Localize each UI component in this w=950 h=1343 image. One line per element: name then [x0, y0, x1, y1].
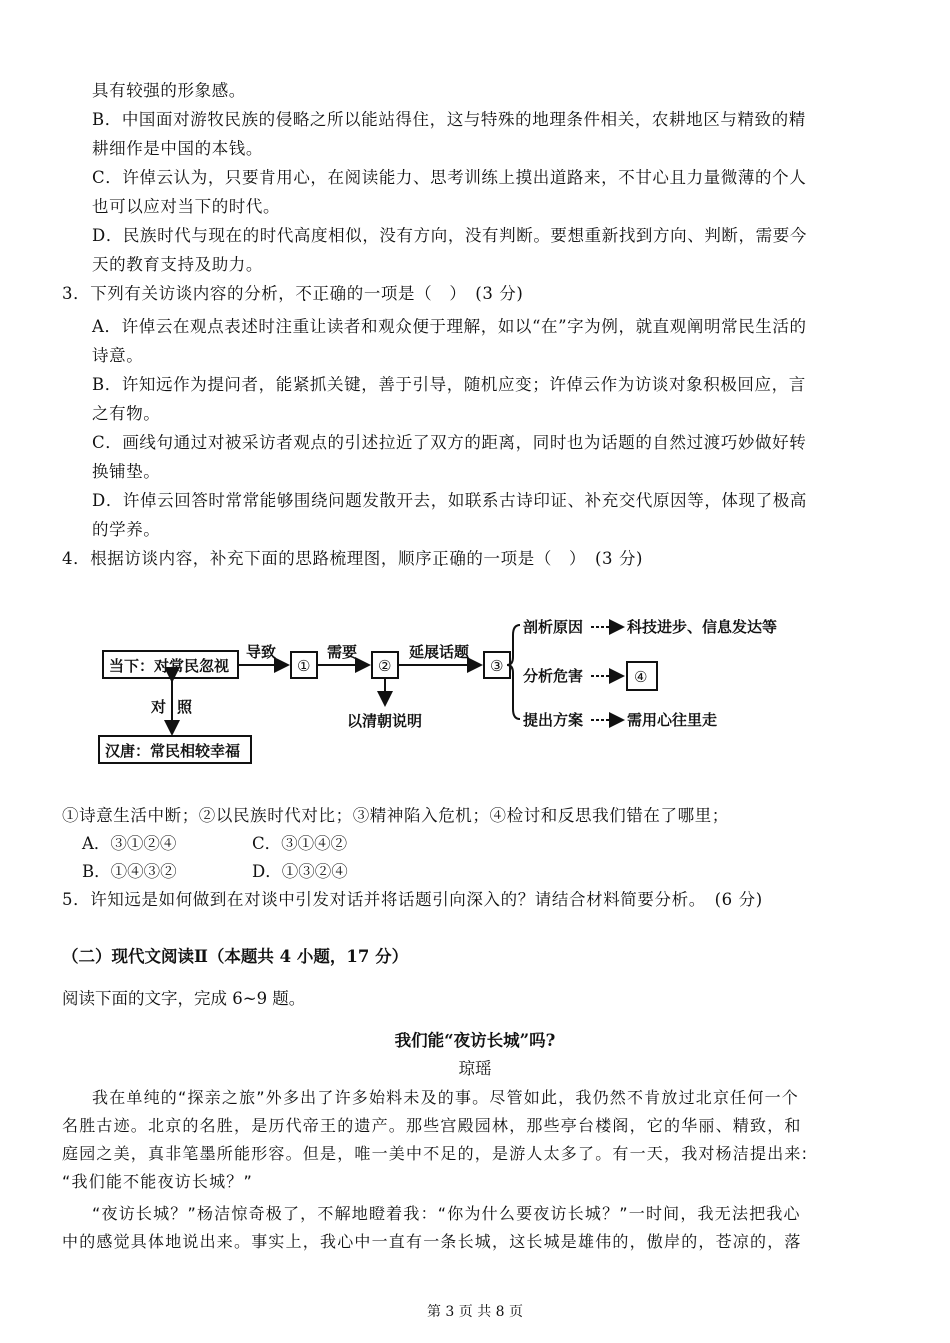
option-3c: C．画线句通过对被采访者观点的引述拉近了双方的距离，同时也为话题的自然过渡巧妙做好转: [92, 433, 807, 452]
story-title: 我们能“夜访长城”吗?: [394, 1031, 556, 1050]
paragraph-1-line-3: 庭园之美，真非笔墨所能形容。但是，唯一美中不足的，是游人太多了。有一天，我对杨洁提出来:: [62, 1144, 809, 1163]
page-footer: 第 3 页 共 8 页: [426, 1304, 524, 1320]
slot-2-label: ②: [378, 657, 392, 675]
need-label: 需要: [327, 643, 358, 661]
branch-brace: [507, 625, 520, 719]
option-2c: C．许倬云认为，只要肯用心，在阅读能力、思考训练上摸出道路来，不甘心且力量微薄的个人: [92, 168, 807, 187]
paragraph-1-line-2: 名胜古迹。北京的名胜，是历代帝王的遗产。那些宫殿园林，那些亭台楼阁，它的华丽、精致，和: [62, 1116, 802, 1135]
option-3b-cont: 之有物。: [92, 404, 161, 423]
option-2d-cont: 天的教育支持及助力。: [92, 255, 263, 274]
paragraph-2-line-2: 中的感觉具体地说出来。事实上，我心中一直有一条长城，这长城是雄伟的，傲岸的，苍凉的，落: [62, 1232, 802, 1251]
emphasis-char: 不: [295, 284, 313, 303]
story-author: 琼瑶: [458, 1059, 492, 1078]
qing-label: 以清朝说明: [347, 712, 423, 730]
question-4-score: 的一项是（ ） (3 分): [466, 549, 644, 568]
option-2c-cont: 也可以应对当下的时代。: [92, 197, 281, 216]
question-3: [62, 280, 523, 308]
option-3d-cont: 的学养。: [92, 520, 161, 539]
contrast-label-1: 对: [151, 698, 167, 716]
emphasis-char: 正: [432, 549, 450, 568]
emphasis-char: 正: [312, 284, 330, 303]
option-4b: B．①④③②: [82, 862, 177, 881]
emphasis-char: 确: [449, 549, 467, 568]
section-heading: （二）现代文阅读Ⅱ（本题共 4 小题，17 分）: [62, 947, 409, 966]
option-3a: A．许倬云在观点表述时注重让读者和观众便于理解，如以“在”字为例，就直观阐明常民生活的: [92, 317, 807, 336]
option-3d: D．许倬云回答时常常能够围绕问题发散开去，如联系古诗印证、补充交代原因等，体现了极高: [92, 491, 807, 510]
paragraph-2-line-1: “夜访长城？”杨洁惊奇极了，不解地瞪着我：“你为什么要夜访长城？”一时间，我无法把我心: [92, 1204, 801, 1223]
question-4-items: ①诗意生活中断；②以民族时代对比；③精神陷入危机；④检讨和反思我们错在了哪里；: [62, 806, 729, 825]
slot-1-label: ①: [297, 657, 311, 675]
slot-4-label: ④: [634, 668, 648, 686]
paragraph-1-line-1: 我在单纯的“探亲之旅”外多出了许多始料未及的事。尽管如此，我仍然不肯放过北京任何一个: [92, 1088, 799, 1107]
branch-plan-label: 提出方案: [523, 711, 584, 729]
option-4a: A．③①②④: [82, 834, 177, 853]
option-3a-cont: 诗意。: [92, 346, 144, 365]
contrast-label-2: 照: [177, 698, 193, 716]
emphasis-char: 确: [329, 284, 347, 303]
slot-3-label: ③: [490, 657, 504, 675]
cause-label: 导致: [246, 643, 277, 661]
paragraph-1-line-4: “我们能不能夜访长城？”: [62, 1172, 253, 1191]
branch-reason-label: 剖析原因: [523, 618, 584, 636]
question-3-score: 的一项是（ ） (3 分): [346, 284, 524, 303]
option-3b: B．许知远作为提问者，能紧抓关键，善于引导，随机应变；许倬云作为访谈对象积极回应，言: [92, 375, 806, 394]
question-4: [62, 545, 643, 573]
box-now-label: 当下：对常民忽视: [109, 657, 230, 675]
option-3c-cont: 换铺垫。: [92, 462, 161, 481]
extend-label: 延展话题: [409, 643, 470, 661]
reading-instruction: 阅读下面的文字，完成 6~9 题。: [62, 989, 306, 1008]
option-2a-tail: 具有较强的形象感。: [92, 81, 246, 100]
branch-reason-result: 科技进步、信息发达等: [627, 618, 778, 636]
option-4d: D．①③②④: [252, 862, 348, 881]
question-4-stem: 4．根据访谈内容，补充下面的思路梳理图，顺序: [62, 549, 433, 568]
box-han-label: 汉唐：常民相较幸福: [105, 742, 241, 760]
branch-harm-label: 分析危害: [523, 667, 584, 685]
option-2b-cont: 耕细作是中国的本钱。: [92, 139, 263, 158]
flow-diagram: [95, 605, 815, 780]
question-5: 5．许知远是如何做到在对谈中引发对话并将话题引向深入的？请结合材料简要分析。 (6 分): [62, 890, 763, 909]
option-2d: D．民族时代与现在的时代高度相似，没有方向，没有判断。要想重新找到方向、判断，需要今: [92, 226, 807, 245]
option-2b: B．中国面对游牧民族的侵略之所以能站得住，这与特殊的地理条件相关，农耕地区与精致的精: [92, 110, 806, 129]
question-3-stem: 3．下列有关访谈内容的分析，: [62, 284, 296, 303]
option-4c: C．③①④②: [252, 834, 348, 853]
branch-plan-result: 需用心往里走: [627, 711, 718, 729]
